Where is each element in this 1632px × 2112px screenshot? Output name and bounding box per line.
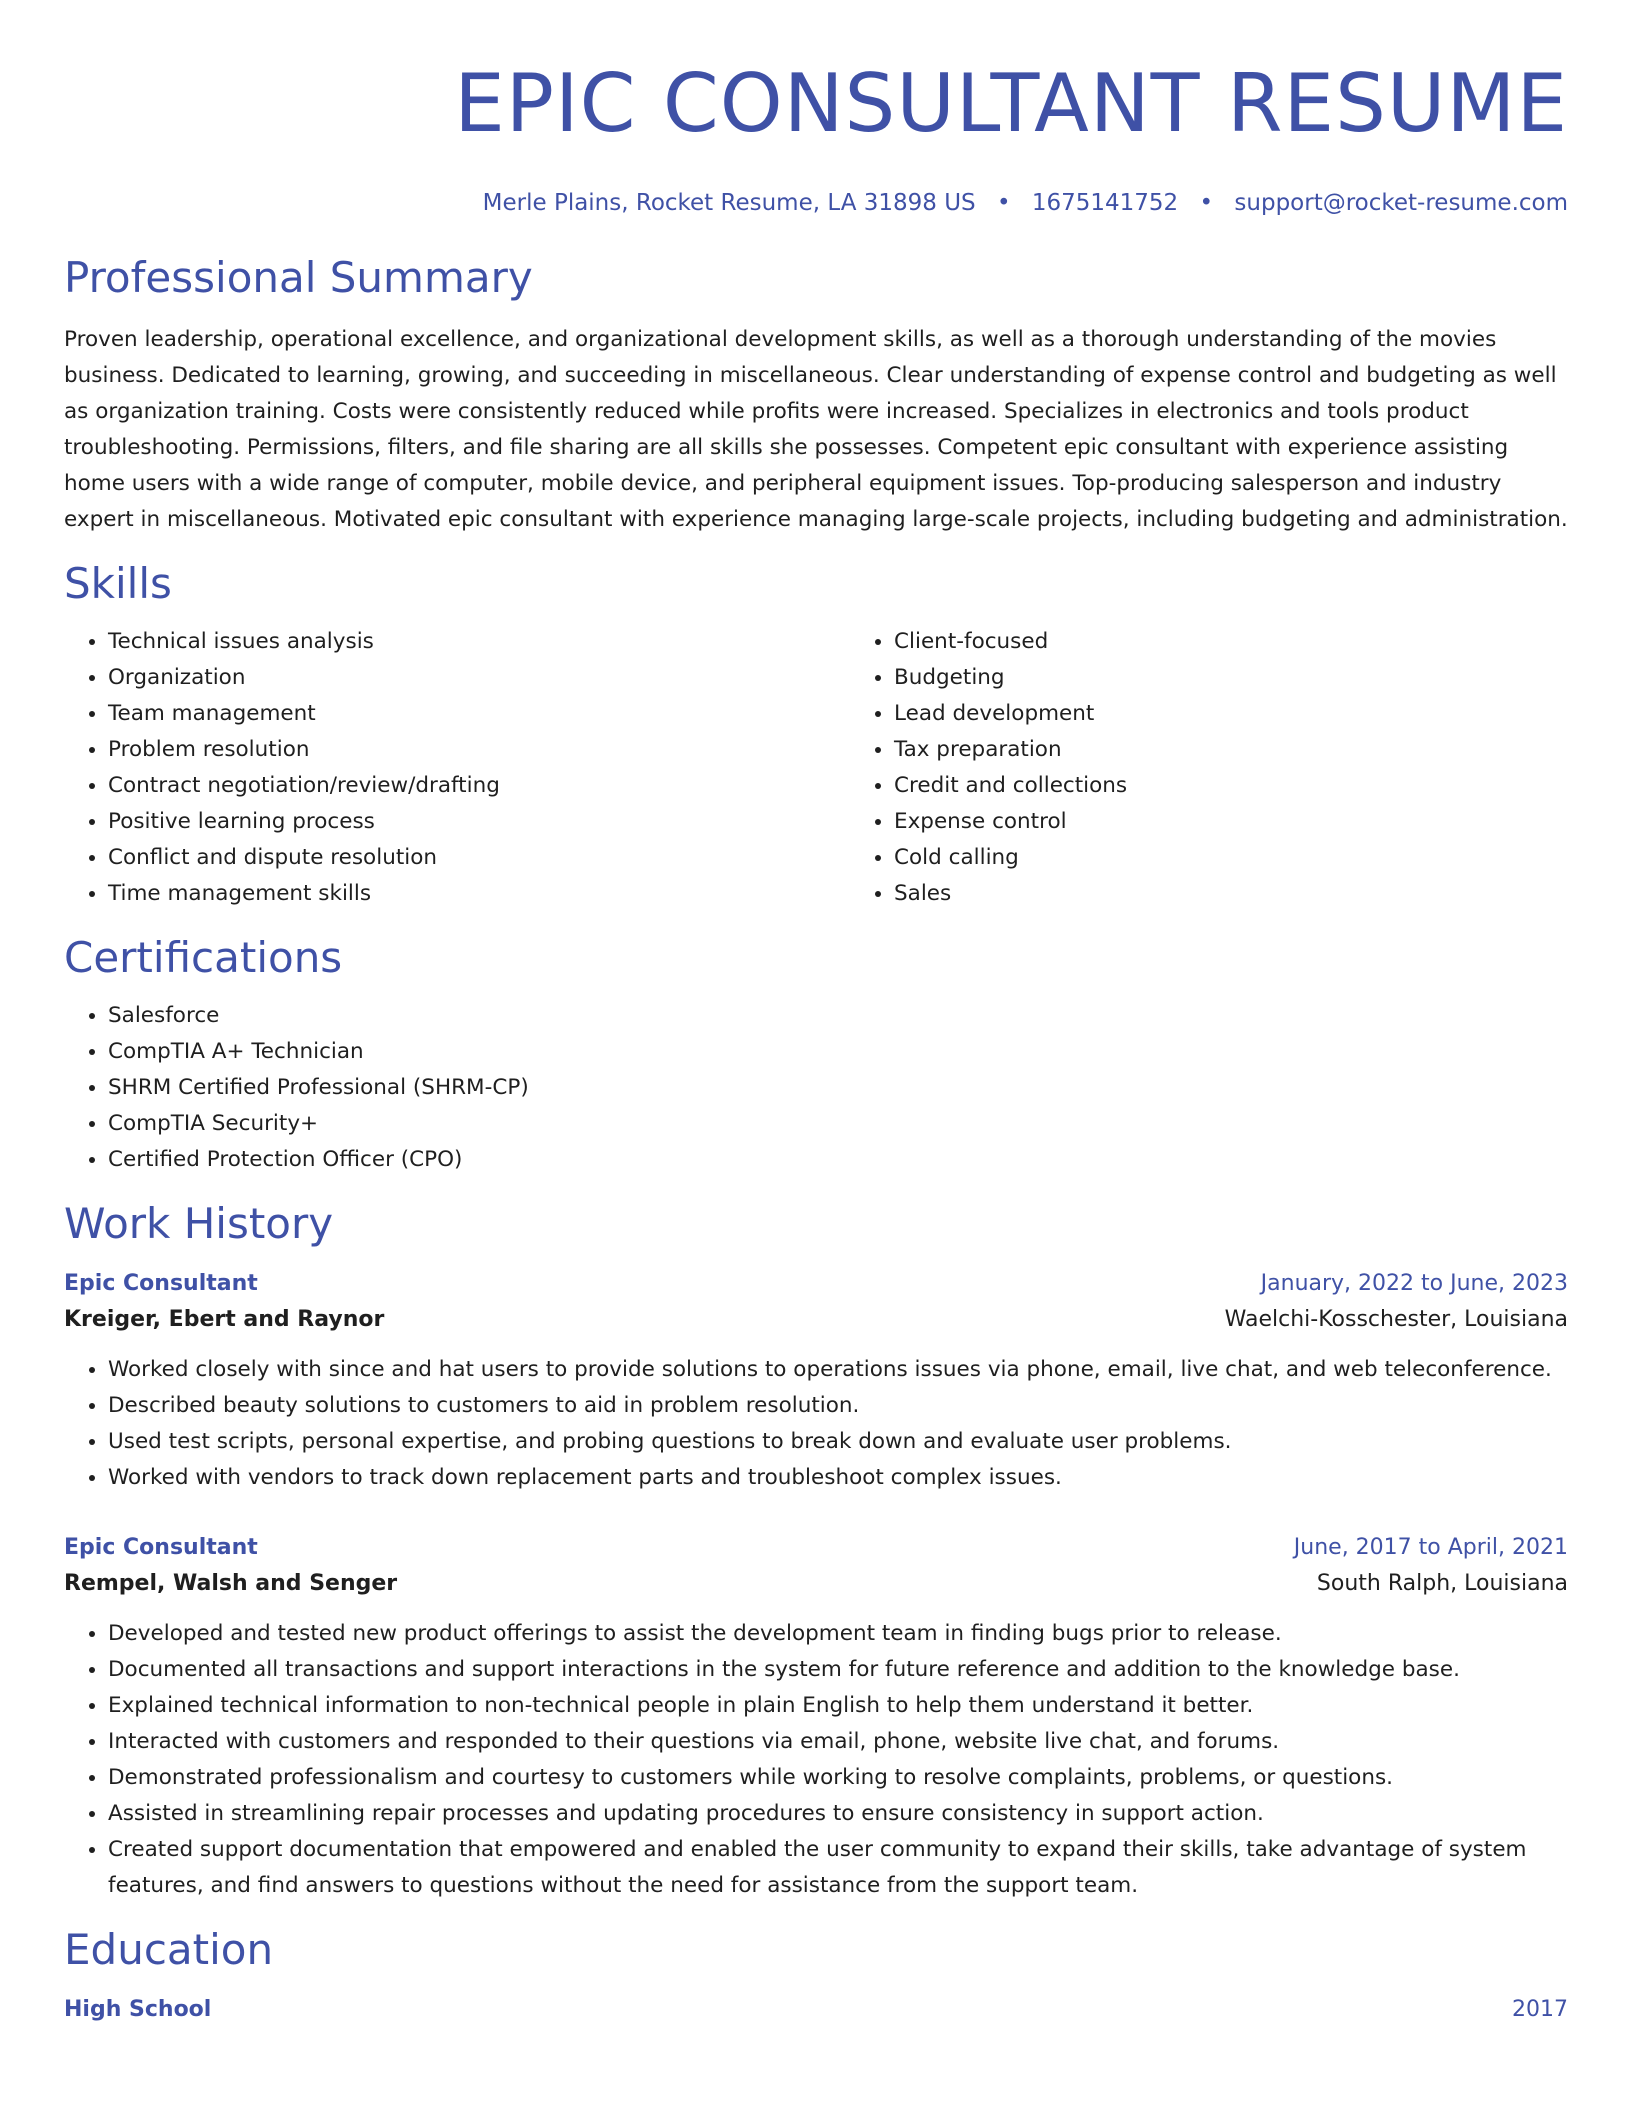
contact-line	[64, 188, 1568, 218]
job-location: Waelchi-Kosschester, Louisiana	[1224, 1307, 1568, 1332]
work-history-section	[64, 1198, 1568, 1904]
education-year: 2017	[1512, 1997, 1568, 2022]
skill-item: • Problem resolution	[108, 732, 850, 768]
job-dates: January, 2022 to June, 2023	[1260, 1271, 1568, 1296]
skill-item: • Client-focused	[894, 624, 1568, 660]
job-entry	[64, 1266, 1568, 1496]
skill-item: • Expense control	[894, 804, 1568, 840]
skill-item: • Tax preparation	[894, 732, 1568, 768]
job-bullet: • Created support documentation that empowered and enabled the user community to expand their skills, take advantage of system features, and find answers to questions without the need for assistance from the support team.	[108, 1832, 1568, 1904]
skill-item: • Sales	[894, 876, 1568, 912]
education-section	[64, 1924, 1568, 2028]
summary-text: Proven leadership, operational excellence, and organizational development skills, as well as a thorough understanding of the movies business. Dedicated to learning, growing, and succeeding in miscellaneous. Clear understanding of expense control and budgeting as well as organization training. Costs were consistently reduced while profits were increased. Specializes in electronics and tools product troubleshooting. Permissions, filters, and file sharing are all skills she possesses. Competent epic consultant with experience assisting home users with a wide range of computer, mobile device, and peripheral equipment issues. Top-producing salesperson and industry expert in miscellaneous. Motivated epic consultant with experience managing large-scale projects, including budgeting and administration.	[64, 327, 1568, 532]
job-bullet: • Worked closely with since and hat users to provide solutions to operations issues via phone, email, live chat, and web teleconference.	[108, 1352, 1568, 1388]
job-dates: June, 2017 to April, 2021	[1293, 1535, 1568, 1560]
job-company: Rempel, Walsh and Senger	[64, 1571, 398, 1596]
certification-item: • SHRM Certified Professional (SHRM-CP)	[108, 1070, 1568, 1106]
education-row	[64, 1992, 1568, 2028]
job-bullets	[64, 1616, 1568, 1904]
summary-section	[64, 252, 1568, 538]
job-bullet: • Used test scripts, personal expertise, and probing questions to break down and evaluate user problems.	[108, 1424, 1568, 1460]
skill-item: • Lead development	[894, 696, 1568, 732]
contact-address: Merle Plains, Rocket Resume, LA 31898 US	[482, 190, 976, 216]
job-bullet: • Documented all transactions and support interactions in the system for future reference and addition to the knowledge base.	[108, 1652, 1568, 1688]
skills-section	[64, 558, 1568, 912]
job-bullet: • Demonstrated professionalism and courtesy to customers while working to resolve complaints, problems, or questions.	[108, 1760, 1568, 1796]
contact-phone: 1675141752	[1031, 190, 1179, 216]
skills-list-right	[850, 624, 1568, 912]
job-title-row	[64, 1266, 1568, 1302]
job-company-row	[64, 1302, 1568, 1338]
skills-list-left	[64, 624, 850, 912]
skill-item: • Positive learning process	[108, 804, 850, 840]
certification-item: • Certified Protection Officer (CPO)	[108, 1142, 1568, 1178]
skill-item: • Time management skills	[108, 876, 850, 912]
education-degree: High School	[64, 1997, 212, 2022]
job-bullet: • Worked with vendors to track down replacement parts and troubleshoot complex issues.	[108, 1460, 1568, 1496]
skill-item: • Organization	[108, 660, 850, 696]
work-history-heading: Work History	[64, 1199, 334, 1248]
skills-heading: Skills	[64, 559, 172, 608]
job-company-row	[64, 1566, 1568, 1602]
job-location: South Ralph, Louisiana	[1316, 1571, 1568, 1596]
skill-item: • Team management	[108, 696, 850, 732]
certifications-list	[64, 998, 1568, 1178]
skill-item: • Technical issues analysis	[108, 624, 850, 660]
job-bullet: • Interacted with customers and responded to their questions via email, phone, website live chat, and forums.	[108, 1724, 1568, 1760]
certification-item: • CompTIA Security+	[108, 1106, 1568, 1142]
contact-separator: •	[996, 190, 1011, 216]
education-heading: Education	[64, 1925, 274, 1974]
skill-item: • Budgeting	[894, 660, 1568, 696]
certification-item: • Salesforce	[108, 998, 1568, 1034]
job-bullet: • Described beauty solutions to customers to aid in problem resolution.	[108, 1388, 1568, 1424]
resume-title: EPIC CONSULTANT RESUME	[454, 57, 1568, 150]
contact-separator: •	[1199, 190, 1214, 216]
skill-item: • Cold calling	[894, 840, 1568, 876]
job-title-row	[64, 1530, 1568, 1566]
job-bullet: • Assisted in streamlining repair processes and updating procedures to ensure consistency in support action.	[108, 1796, 1568, 1832]
job-title: Epic Consultant	[64, 1271, 258, 1296]
job-entry	[64, 1530, 1568, 1904]
job-bullet: • Explained technical information to non-technical people in plain English to help them understand it better.	[108, 1688, 1568, 1724]
job-bullets	[64, 1352, 1568, 1496]
skill-item: • Conflict and dispute resolution	[108, 840, 850, 876]
skills-columns	[64, 610, 1568, 912]
skill-item: • Contract negotiation/review/drafting	[108, 768, 850, 804]
job-title: Epic Consultant	[64, 1535, 258, 1560]
job-bullet: • Developed and tested new product offerings to assist the development team in finding bugs prior to release.	[108, 1616, 1568, 1652]
certifications-section	[64, 932, 1568, 1178]
summary-heading: Professional Summary	[64, 253, 533, 302]
job-company: Kreiger, Ebert and Raynor	[64, 1307, 385, 1332]
education-entry	[64, 1992, 1568, 2028]
contact-email: support@rocket-resume.com	[1234, 190, 1568, 216]
certification-item: • CompTIA A+ Technician	[108, 1034, 1568, 1070]
skill-item: • Credit and collections	[894, 768, 1568, 804]
certifications-heading: Certifications	[64, 933, 343, 982]
